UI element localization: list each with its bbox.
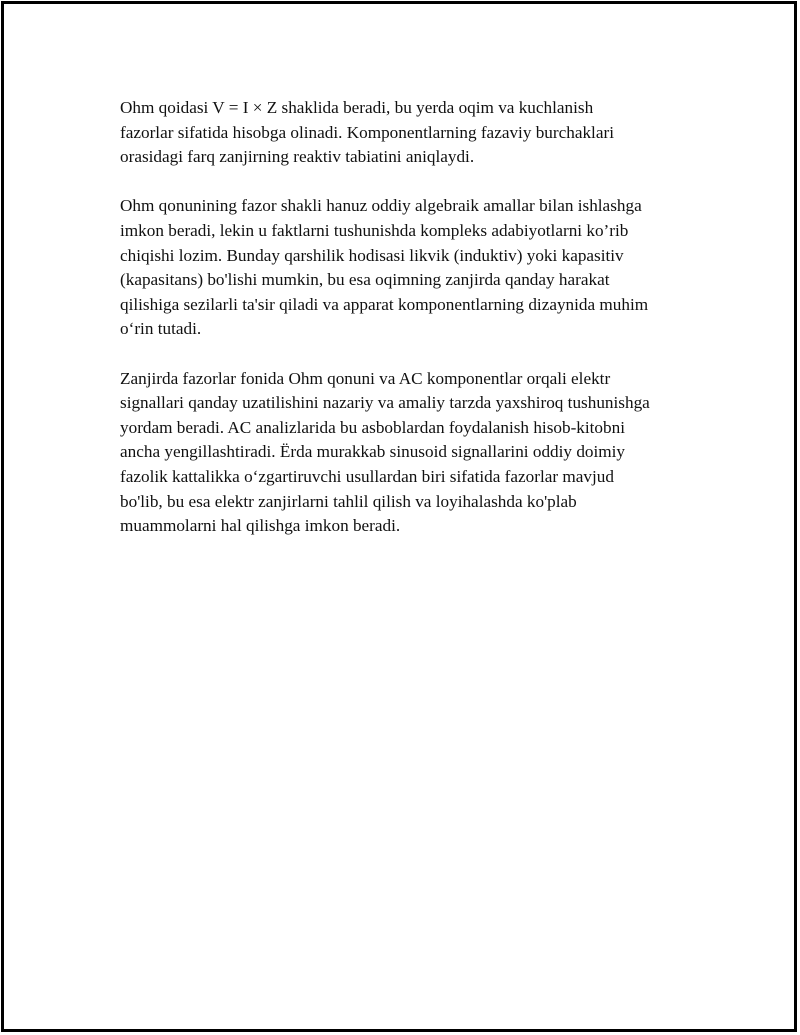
- text-line: Ohm qonunining fazor shakli hanuz oddiy algebraik amallar bilan ishlashga: [120, 196, 642, 216]
- text-line: Ohm qoidasi V = I × Z shaklida beradi, bu yerda oqim va kuchlanish: [120, 98, 594, 117]
- text-line: (kapasitans) bo'lishi mumkin, bu esa oqimning zanjirda qanday harakat: [120, 270, 610, 290]
- text-line: fazolik kattalikka oʻzgartiruvchi usullardan biri sifatida fazorlar mavjud: [120, 466, 614, 486]
- paragraph-2: [120, 194, 700, 342]
- text-line: yordam beradi. AC analizlarida bu asboblardan foydalanish hisob-kitobni: [120, 417, 625, 437]
- paragraph-1: [120, 96, 700, 170]
- text-line: ancha yengillashtiradi. Ërda murakkab sinusoid signallarini oddiy doimiy: [120, 442, 626, 462]
- document-page: [3, 3, 795, 1030]
- document-body: [120, 96, 700, 563]
- text-line: fazorlar sifatida hisobga olinadi. Komponentlarning fazaviy burchaklari: [120, 122, 614, 142]
- text-line: signallari qanday uzatilishini nazariy va amaliy tarzda yaxshiroq tushunishga: [120, 393, 650, 413]
- text-line: imkon beradi, lekin u faktlarni tushunishda kompleks adabiyotlarni ko’rib: [120, 220, 629, 240]
- text-line: muammolarni hal qilishga imkon beradi.: [120, 516, 401, 536]
- text-line: oʻrin tutadi.: [120, 319, 202, 339]
- text-line: orasidagi farq zanjirning reaktiv tabiatini aniqlaydi.: [120, 147, 475, 167]
- text-line: bo'lib, bu esa elektr zanjirlarni tahlil qilish va loyihalashda ko'plab: [120, 491, 577, 511]
- text-line: chiqishi lozim. Bunday qarshilik hodisasi likvik (induktiv) yoki kapasitiv: [120, 245, 624, 265]
- text-line: qilishiga sezilarli ta'sir qiladi va apparat komponentlarning dizaynida muhim: [120, 294, 649, 314]
- text-line: Zanjirda fazorlar fonida Ohm qonuni va AC komponentlar orqali elektr: [120, 368, 611, 388]
- paragraph-3: [120, 367, 700, 539]
